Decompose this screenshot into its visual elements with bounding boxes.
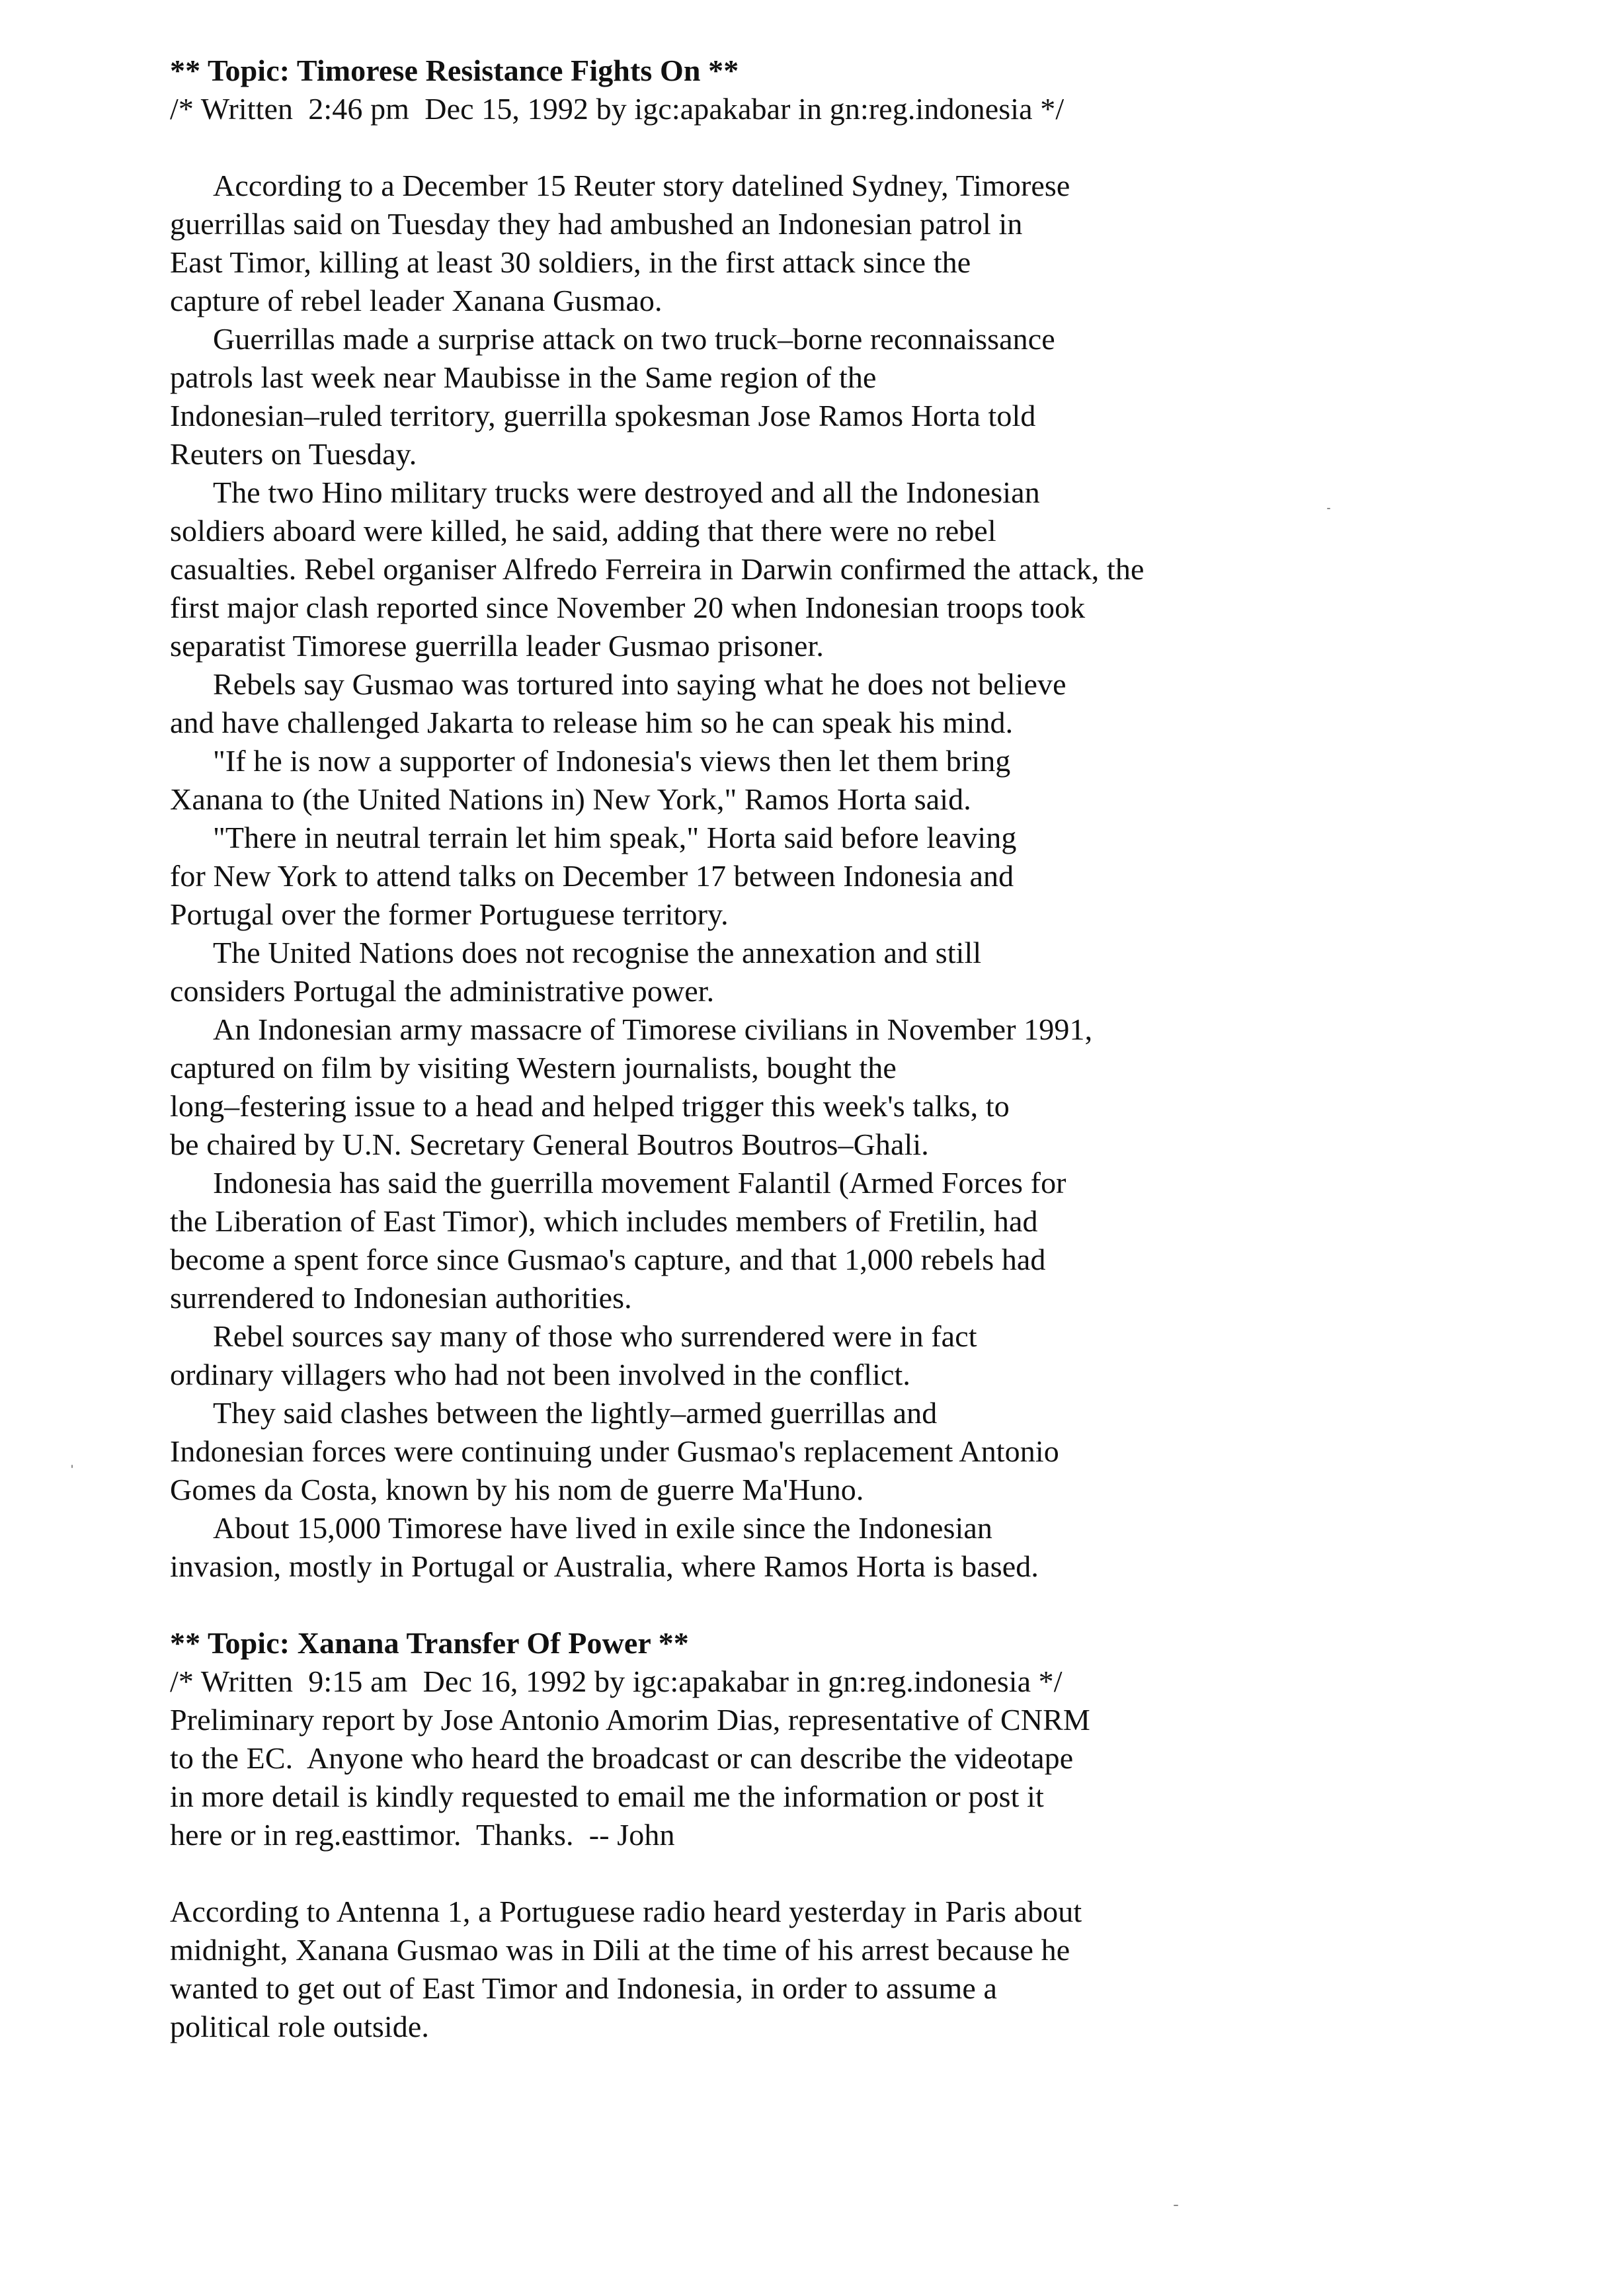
scan-speck [1327,508,1330,509]
paragraph-line: casualties. Rebel organiser Alfredo Ferreira in Darwin confirmed the attack, the [170,552,1145,586]
paragraph-line: to the EC. Anyone who heard the broadcast or can describe the videotape [170,1741,1074,1775]
paragraph-line: East Timor, killing at least 30 soldiers, in the first attack since the [170,245,971,279]
section-heading: ** Topic: Timorese Resistance Fights On ** [170,54,739,87]
section-heading: ** Topic: Xanana Transfer Of Power ** [170,1626,689,1660]
paragraph-line: here or in reg.easttimor. Thanks. -- John [170,1818,675,1852]
paragraph-line: the Liberation of East Timor), which includes members of Fretilin, had [170,1204,1038,1238]
paragraph-line: wanted to get out of East Timor and Indonesia, in order to assume a [170,1971,998,2005]
paragraph-line: be chaired by U.N. Secretary General Boutros Boutros–Ghali. [170,1128,929,1161]
paragraph-line: Rebel sources say many of those who surrendered were in fact [213,1319,977,1353]
paragraph-line: political role outside. [170,2010,429,2043]
paragraph-line: captured on film by visiting Western journalists, bought the [170,1051,897,1085]
paragraph-line: "There in neutral terrain let him speak," Horta said before leaving [213,821,1017,854]
paragraph-line: Preliminary report by Jose Antonio Amorim Dias, representative of CNRM [170,1703,1090,1737]
paragraph-line: Reuters on Tuesday. [170,437,417,471]
paragraph-line: in more detail is kindly requested to email me the information or post it [170,1780,1044,1813]
paragraph-line: According to a December 15 Reuter story datelined Sydney, Timorese [213,169,1070,202]
post-meta: /* Written 2:46 pm Dec 15, 1992 by igc:apakabar in gn:reg.indonesia */ [170,92,1065,126]
paragraph-line: capture of rebel leader Xanana Gusmao. [170,284,663,317]
paragraph-line: Guerrillas made a surprise attack on two truck–borne reconnaissance [213,322,1055,356]
paragraph-line: "If he is now a supporter of Indonesia's views then let them bring [213,744,1011,778]
paragraph-line: and have challenged Jakarta to release him so he can speak his mind. [170,706,1014,739]
paragraph-line: patrols last week near Maubisse in the Same region of the [170,360,877,394]
paragraph-line: An Indonesian army massacre of Timorese civilians in November 1991, [213,1012,1093,1046]
paragraph-line: become a spent force since Gusmao's capture, and that 1,000 rebels had [170,1243,1046,1276]
paragraph-line: The two Hino military trucks were destroyed and all the Indonesian [213,475,1040,509]
paragraph-line: separatist Timorese guerrilla leader Gusmao prisoner. [170,629,824,663]
paragraph-line: guerrillas said on Tuesday they had ambushed an Indonesian patrol in [170,207,1023,241]
paragraph-line: considers Portugal the administrative power. [170,974,715,1008]
paragraph-line: Gomes da Costa, known by his nom de guerre Ma'Huno. [170,1473,864,1506]
paragraph-line: first major clash reported since November 20 when Indonesian troops took [170,591,1086,624]
paragraph-line: Indonesia has said the guerrilla movement Falantil (Armed Forces for [213,1166,1066,1200]
paragraph-line: Xanana to (the United Nations in) New York," Ramos Horta said. [170,782,971,816]
paragraph-line: The United Nations does not recognise the annexation and still [213,936,982,969]
paragraph-line: According to Antenna 1, a Portuguese radio heard yesterday in Paris about [170,1895,1082,1928]
paragraph-line: ordinary villagers who had not been involved in the conflict. [170,1358,911,1391]
post-meta: /* Written 9:15 am Dec 16, 1992 by igc:apakabar in gn:reg.indonesia */ [170,1664,1063,1698]
paragraph-line: They said clashes between the lightly–armed guerrillas and [213,1396,938,1430]
scan-speck [1174,2205,1178,2206]
paragraph-line: Indonesian–ruled territory, guerrilla spokesman Jose Ramos Horta told [170,399,1036,432]
paragraph-line: invasion, mostly in Portugal or Australia, where Ramos Horta is based. [170,1549,1039,1583]
paragraph-line: midnight, Xanana Gusmao was in Dili at the time of his arrest because he [170,1933,1070,1967]
paragraph-line: surrendered to Indonesian authorities. [170,1281,632,1315]
paragraph-line: Indonesian forces were continuing under Gusmao's replacement Antonio [170,1434,1059,1468]
scan-speck [71,1465,73,1468]
paragraph-line: Rebels say Gusmao was tortured into saying what he does not believe [213,667,1066,701]
paragraph-line: soldiers aboard were killed, he said, adding that there were no rebel [170,514,996,548]
paragraph-line: Portugal over the former Portuguese territory. [170,897,729,931]
paragraph-line: for New York to attend talks on December 17 between Indonesia and [170,859,1014,893]
paragraph-line: long–festering issue to a head and helped trigger this week's talks, to [170,1089,1010,1123]
paragraph-line: About 15,000 Timorese have lived in exile since the Indonesian [213,1511,992,1545]
